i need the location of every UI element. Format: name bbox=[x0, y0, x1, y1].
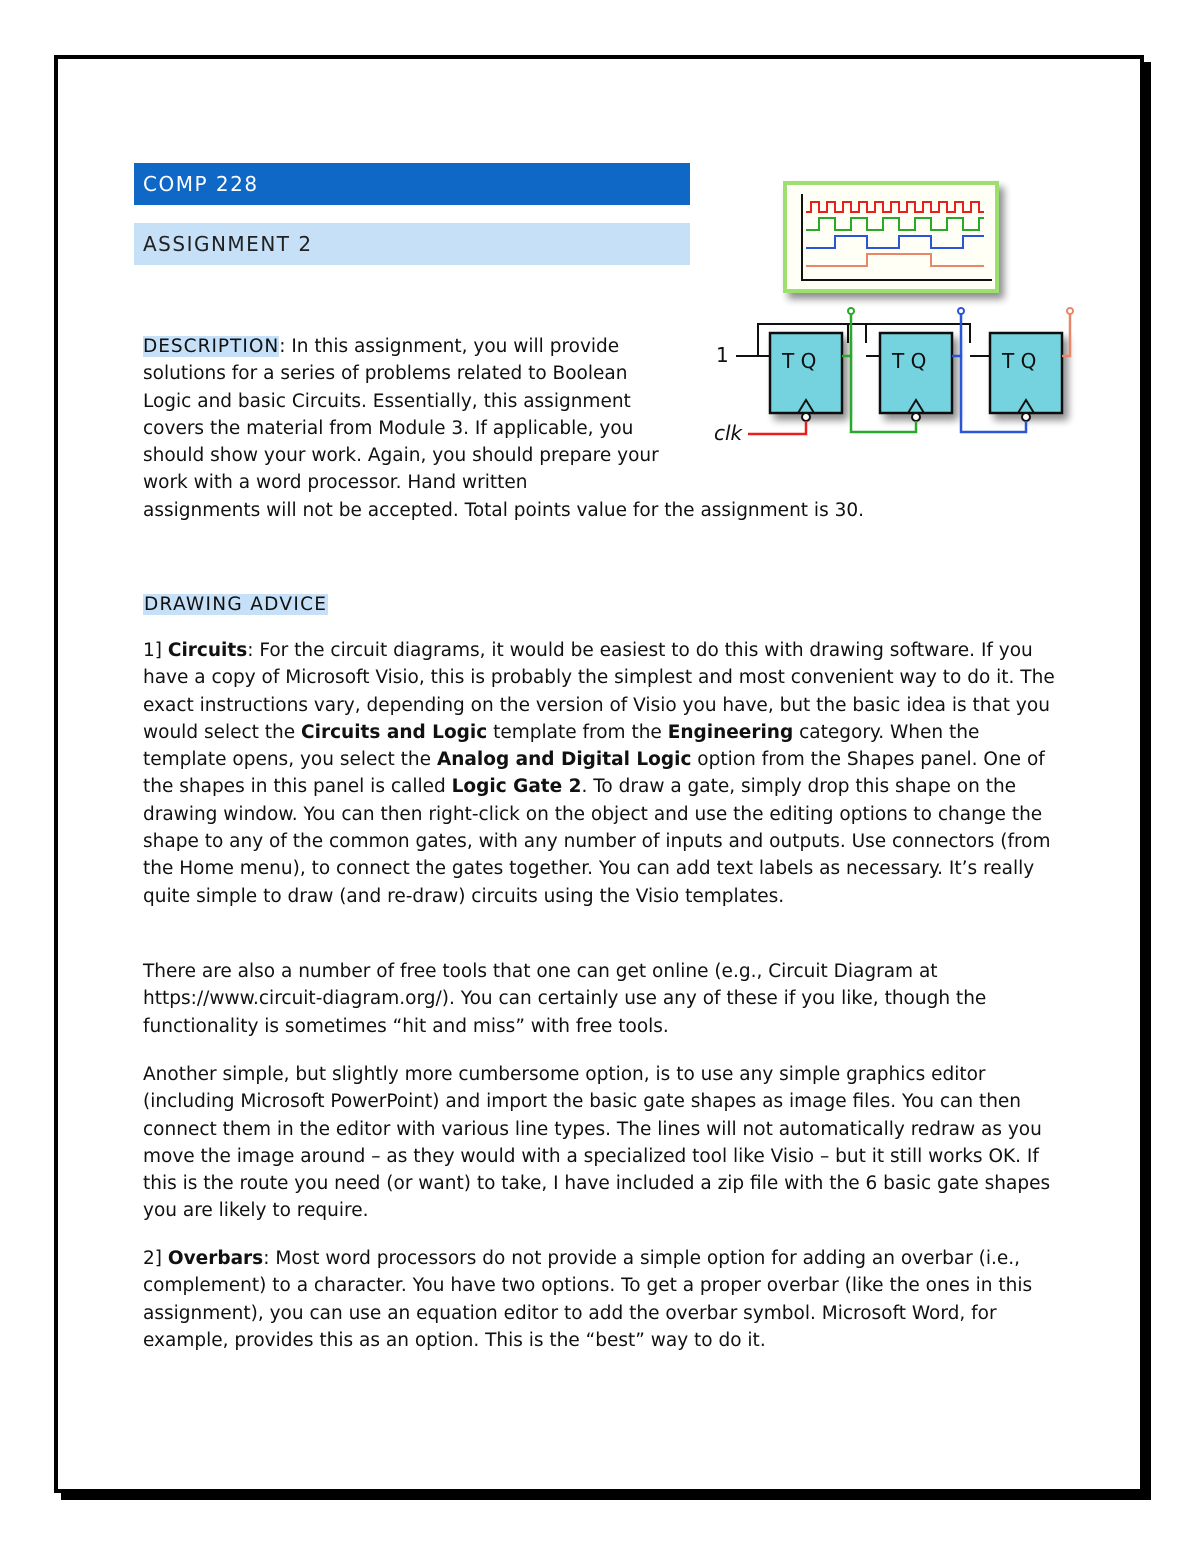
circuits-paragraph bbox=[143, 637, 1068, 910]
q2-wire bbox=[952, 313, 961, 356]
item-number: 1] bbox=[143, 640, 168, 661]
flipflop-counter-figure bbox=[708, 178, 1088, 448]
free-tools-paragraph: There are also a number of free tools that one can get online (e.g., Circuit Diagram at https://www.circuit-diagram.org/). You can certainly use any of these if you like, though the functionality is sometimes “hit and miss” with free tools. bbox=[143, 961, 987, 1037]
analog-digital-logic-bold: Analog and Digital Logic bbox=[436, 749, 692, 771]
circuits-text-4: option from the Shapes panel. One of the shapes in this panel is called bbox=[143, 749, 1045, 798]
overbars-title: Overbars bbox=[167, 1248, 264, 1269]
clock-label: clk bbox=[714, 421, 743, 445]
drawing-advice-heading bbox=[143, 591, 328, 618]
description-last-line: assignments will not be accepted. Total points value for the assignment is 30. bbox=[143, 499, 865, 521]
clock-wire bbox=[748, 421, 806, 434]
input-label: 1 bbox=[716, 343, 729, 367]
drawing-advice-heading-text: DRAWING ADVICE bbox=[144, 594, 328, 615]
assignment-title: ASSIGNMENT 2 bbox=[143, 232, 313, 256]
item-number: 2] bbox=[143, 1248, 168, 1269]
overbars-text: : Most word processors do not provide a simple option for adding an overbar (i.e., complement) to a character. You have two options. To get a proper overbar (like the ones in this assignment), you can use an equation editor to add the overbar symbol. Microsoft Word, for example, provides this as an option. This is the “best” way to do it. bbox=[143, 1248, 1033, 1351]
flipflop-1-label: T Q bbox=[782, 349, 817, 373]
circuits-title: Circuits bbox=[167, 640, 248, 661]
assignment-title-bar bbox=[134, 223, 690, 265]
circuits-text-1: : For the circuit diagrams, it would be easiest to do this with drawing software. If you have a copy of Microsoft Visio, this is probably the simplest and most convenient way to do it. The exact instructions vary, depending on the version of Visio you have, but the basic idea is that you would select the bbox=[143, 640, 1055, 743]
overbars-paragraph bbox=[143, 1245, 1068, 1354]
description-text: : In this assignment, you will provide solutions for a series of problems related to Boolean Logic and basic Circuits. Essentially, this assignment covers the material from Module 3. If applicable, you should show your work. Again, you should prepare your work with a word processor. Hand written bbox=[143, 336, 659, 494]
description-label: DESCRIPTION bbox=[143, 336, 280, 357]
circuits-text-3: category. When the template opens, you select the bbox=[143, 721, 980, 771]
logic-gate-2-bold: Logic Gate 2 bbox=[451, 776, 582, 798]
circuits-text-2: template from the bbox=[487, 721, 668, 743]
flipflop-3-label: T Q bbox=[1002, 349, 1037, 373]
q1-wire bbox=[842, 313, 851, 356]
flipflop-2-label: T Q bbox=[892, 349, 927, 373]
course-title-bar bbox=[134, 163, 690, 205]
circuits-text-5: . To draw a gate, simply drop this shape on the drawing window. You can then right-click on the object and use the editing options to change the shape to any of the common gates, with any number of inputs and outputs. Use connectors (from the Home menu), to connect the gates together. You can add text labels as necessary. It’s really quite simple to draw (and re-draw) circuits using the Visio templates. bbox=[143, 776, 1051, 907]
graphics-editor-paragraph: Another simple, but slightly more cumbersome option, is to use any simple graphics editor (including Microsoft PowerPoint) and import the basic gate shapes as image files. You can then connect them in the editor with various line types. The lines will not automatically redraw as you move the image around – as they would with a specialized tool like Visio – but it still works OK. If this is the route you need (or want) to take, I have included a zip file with the 6 basic gate shapes you are likely to require. bbox=[143, 1064, 1051, 1222]
engineering-bold: Engineering bbox=[667, 721, 794, 743]
course-title: COMP 228 bbox=[143, 172, 259, 196]
circuits-and-logic-bold: Circuits and Logic bbox=[301, 721, 488, 743]
